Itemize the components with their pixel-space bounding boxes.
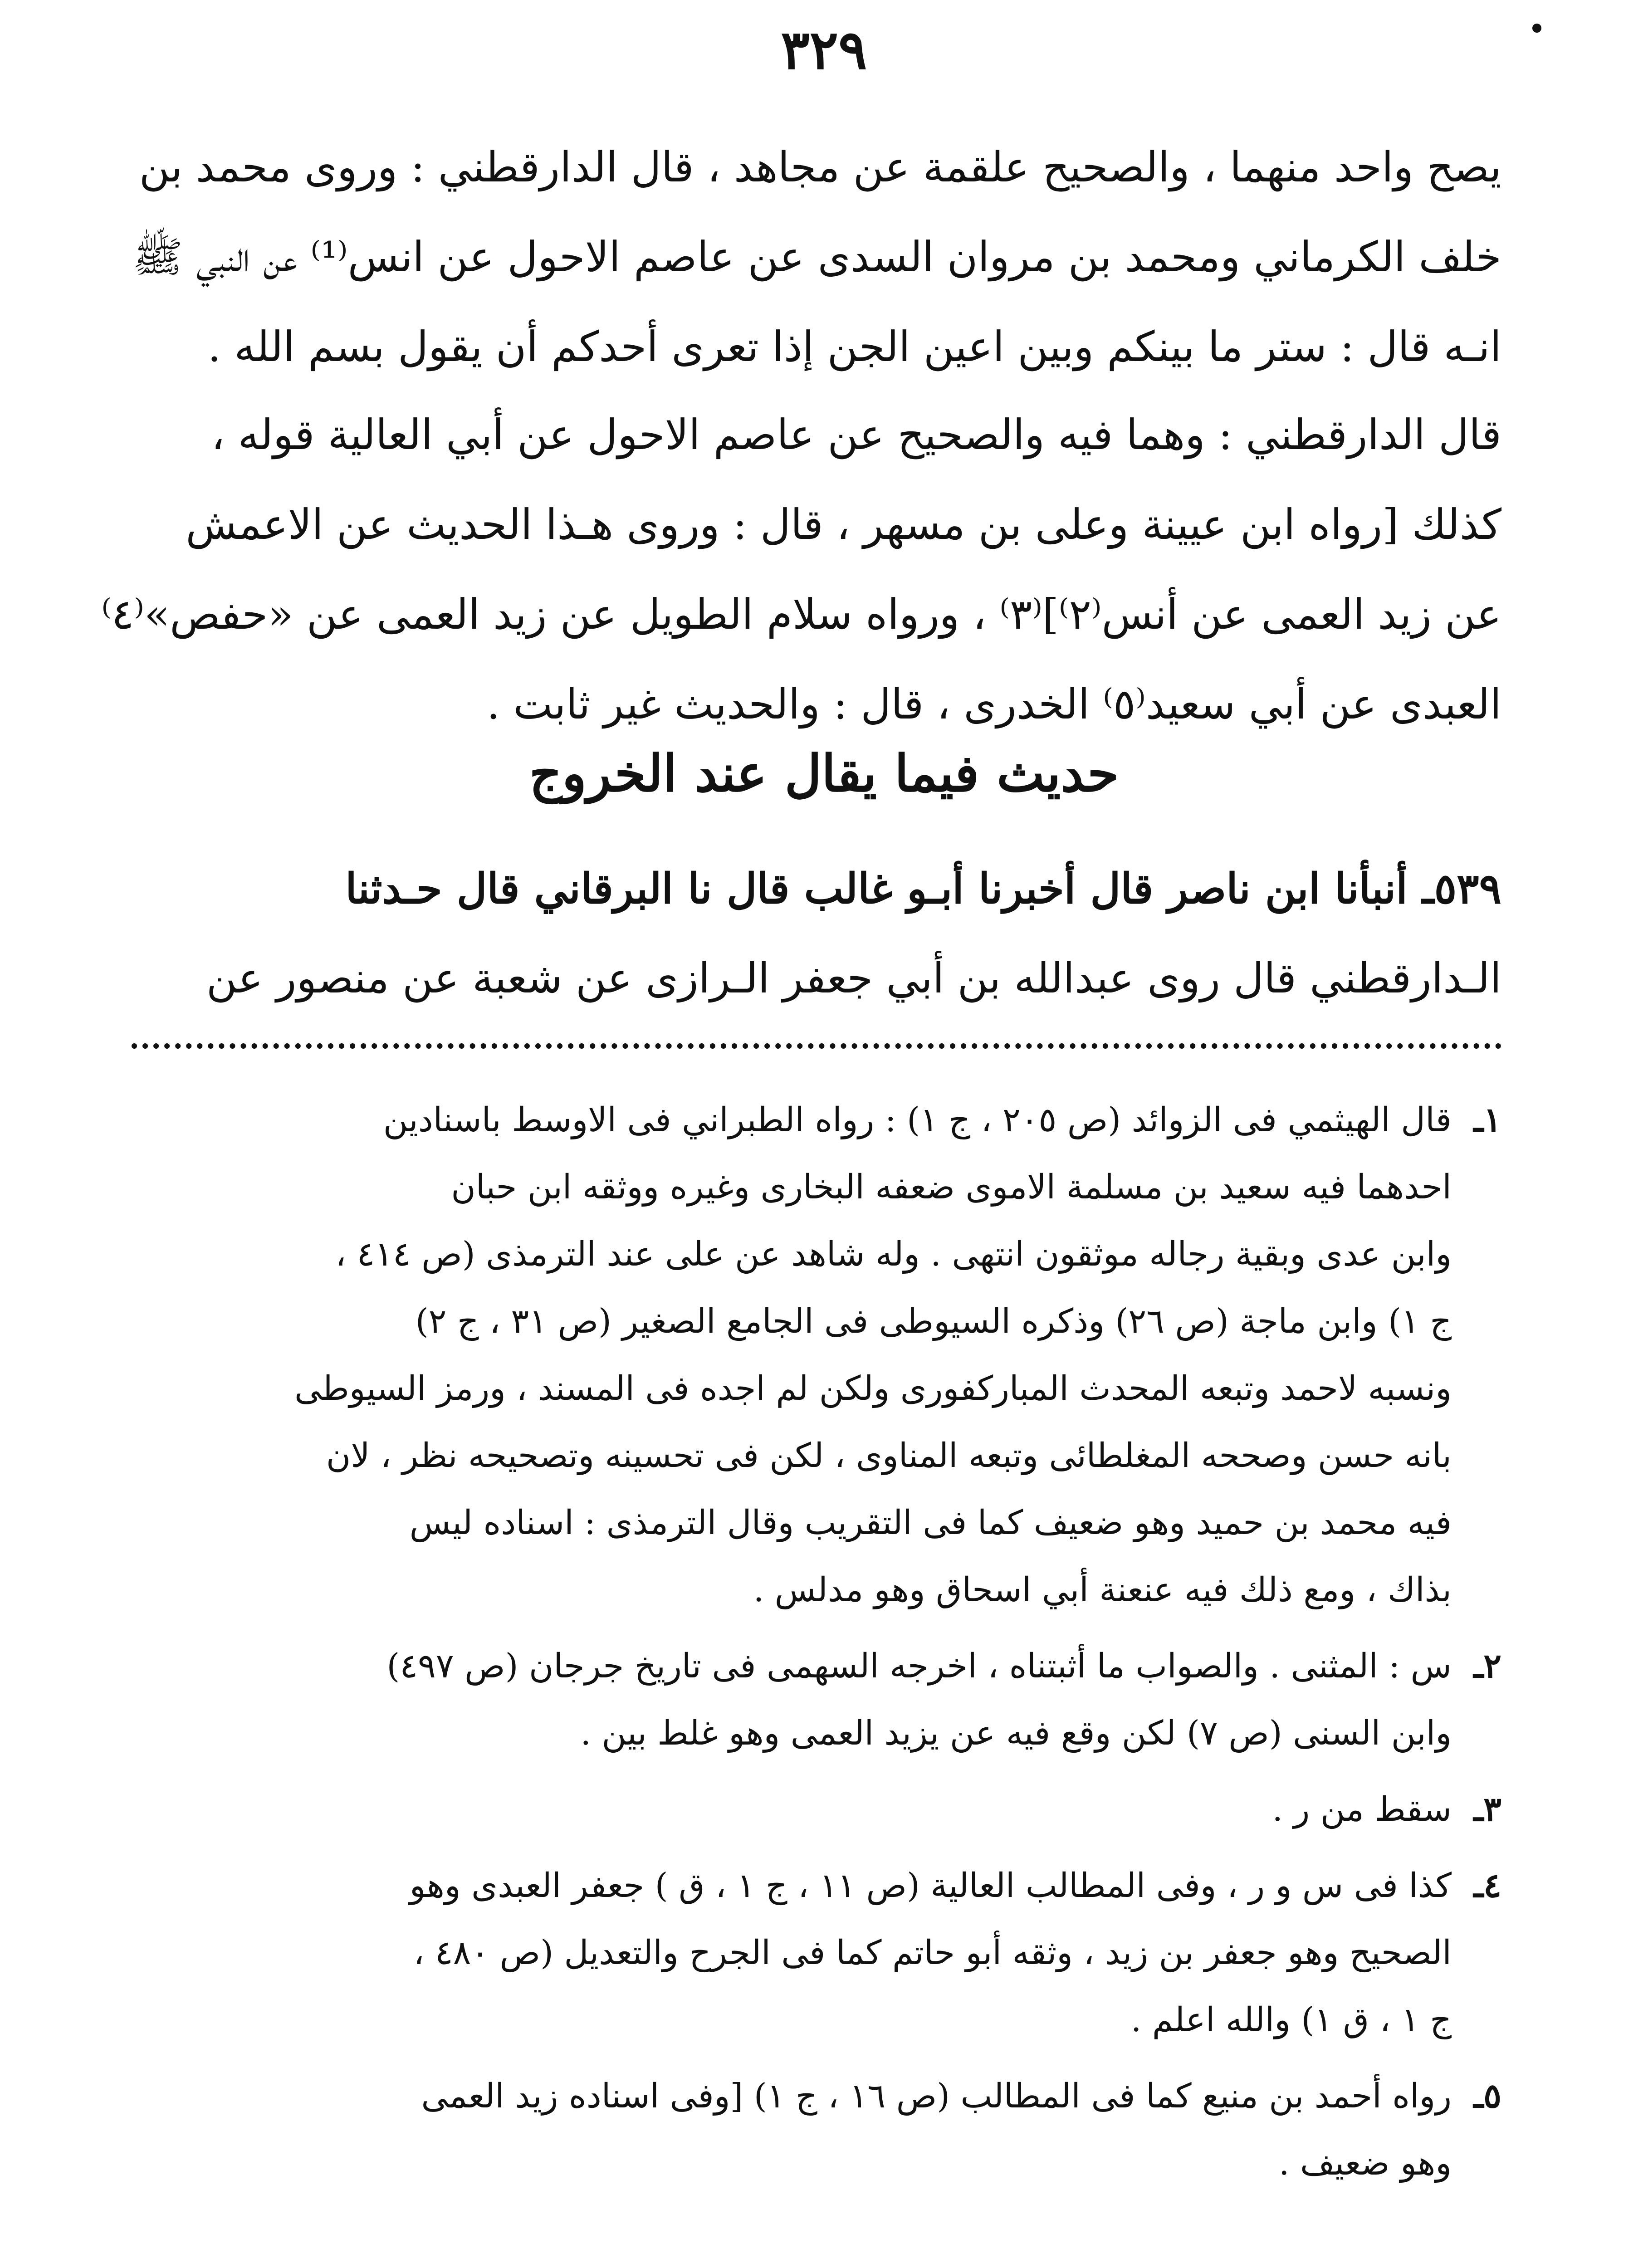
main-line: ٥٣٩ـ أنبأنا ابن ناصر قال أخبرنا أبـو غالب قال نا البرقاني قال حـدثنا [345,864,1501,913]
footnotes [132,1086,1501,2197]
footnote-line: احدهما فيه سعيد بن مسلمة الاموى ضعفه البخارى وغيره ووثقه ابن حبان [451,1168,1452,1207]
footnote-line: قال الهيثمي فى الزوائد (ص ٢٠٥ ، ج ١) : رواه الطبراني فى الاوسط باسنادين [383,1100,1452,1139]
page-number: ٣٢٩ [781,18,867,81]
main-line: العبدى عن أبي سعيد⁽٥⁾ الخدرى ، قال : والحديث غير ثابت . [487,680,1501,728]
footnote-line: وهو ضعيف . [1278,2144,1452,2183]
footnote-line: كذا فى س و ر ، وفى المطالب العالية (ص ١١ ، ج ١ ، ق ) جعفر العبدى وهو [409,1866,1452,1905]
footnote-line: وابن عدى وبقية رجاله موثقون انتهى . وله شاهد عن على عند الترمذى (ص ٤١٤ ، [335,1235,1452,1274]
footnote-line: الصحيح وهو جعفر بن زيد ، وثقه أبو حاتم كما فى الجرح والتعديل (ص ٤٨٠ ، [413,1933,1452,1972]
footnote-line: بذاك ، ومع ذلك فيه عنعنة أبي اسحاق وهو مدلس . [753,1570,1452,1609]
main-paragraph-2 [101,390,1501,749]
main-paragraph-3 [132,844,1501,1023]
footnote-number: ٤ـ [1473,1866,1501,1905]
main-paragraph-1 [132,122,1501,392]
main-line: خلف الكرماني ومحمد بن مروان السدى عن عاصم الاحول عن انس⁽¹⁾ عن النبي ﷺ [132,233,1501,281]
footnote-line: سقط من ر . [1272,1790,1452,1829]
footnote-4 [132,1852,1501,2053]
main-line: قال الدارقطني : وهما فيه والصحيح عن عاصم الاحول عن أبي العالية قوله ، [211,411,1501,459]
main-line: كذلك [رواه ابن عيينة وعلى بن مسهر ، قال : وروى هـذا الحديث عن الاعمش [186,500,1501,549]
footnote-number: ٢ـ [1473,1647,1501,1686]
footnote-line: بانه حسن وصححه المغلطائى وتبعه المناوى ، لكن فى تحسينه وتصحيحه نظر ، لان [326,1436,1452,1475]
corner-dot [1532,24,1541,33]
footnote-1 [132,1086,1501,1623]
footnote-number: ٥ـ [1473,2077,1501,2116]
footnote-3 [132,1776,1501,1843]
main-line: يصح واحد منهما ، والصحيح علقمة عن مجاهد ، قال الدارقطني : وروى محمد بن [139,143,1501,191]
footnote-line: رواه أحمد بن منيع كما فى المطالب (ص ١٦ ، ج ١) [وفى اسناده زيد العمى [421,2077,1452,2116]
footnote-number: ٣ـ [1473,1790,1501,1829]
footnote-line: ج ١) وابن ماجة (ص ٢٦) وذكره السيوطى فى الجامع الصغير (ص ٣١ ، ج ٢) [415,1302,1452,1341]
footnote-line: ونسبه لاحمد وتبعه المحدث المباركفورى ولكن لم اجده فى المسند ، ورمز السيوطى [294,1369,1452,1408]
main-line: انـه قال : ستر ما بينكم وبين اعين الجن إذا تعرى أحدكم أن يقول بسم الله . [207,323,1501,371]
footnote-number: ١ـ [1473,1100,1501,1139]
footnote-line: س : المثنى . والصواب ما أثبتناه ، اخرجه السهمى فى تاريخ جرجان (ص ٤٩٧) [386,1647,1452,1686]
footnote-2 [132,1633,1501,1767]
footnote-separator [132,1043,1501,1049]
section-heading: حديث فيما يقال عند الخروج [529,744,1119,803]
main-line: الـدارقطني قال روى عبدالله بن أبي جعفر الـرازى عن شعبة عن منصور عن [206,954,1501,1002]
footnote-line: فيه محمد بن حميد وهو ضعيف كما فى التقريب وقال الترمذى : اسناده ليس [409,1503,1452,1542]
main-line: عن زيد العمى عن أنس⁽٢⁾]⁽٣⁾ ، ورواه سلام الطويل عن زيد العمى عن «حفص»⁽٤⁾ [101,590,1501,639]
footnote-5 [132,2063,1501,2197]
footnote-line: ج ١ ، ق ١) والله اعلم . [1130,2000,1452,2039]
footnote-line: وابن السنى (ص ٧) لكن وقع فيه عن يزيد العمى وهو غلط بين . [580,1714,1452,1753]
